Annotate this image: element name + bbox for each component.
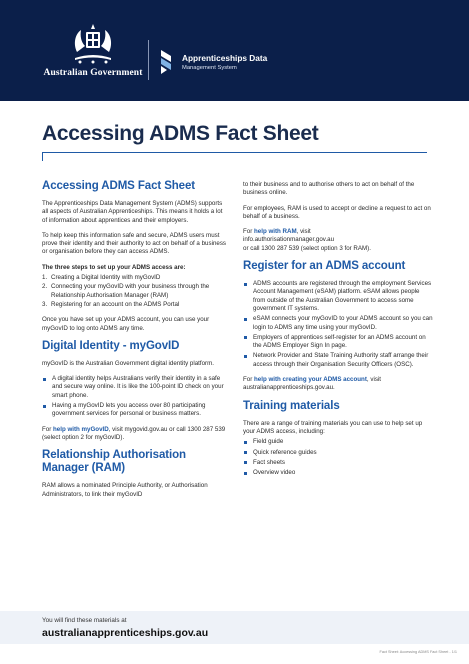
bullet-text: Quick reference guides — [253, 448, 317, 456]
footer-text: You will find these materials at — [42, 617, 127, 624]
step-text: Creating a Digital Identity with myGovID — [51, 274, 161, 282]
employees-paragraph: For employees, RAM is used to accept or decline a request to act on behalf of a business. — [243, 204, 431, 220]
step-item — [42, 301, 227, 309]
bullet-square-icon — [244, 355, 247, 358]
australian-government-logo — [38, 22, 148, 78]
account-help-suffix: , visit australianapprenticeships.gov.au. — [243, 376, 382, 392]
list-item — [243, 280, 433, 313]
bullet-square-icon — [244, 283, 247, 286]
section-heading-mygovid: Digital Identity - myGovID — [42, 339, 180, 352]
page-title: Accessing ADMS Fact Sheet — [42, 122, 319, 145]
list-item — [243, 469, 433, 477]
once-paragraph: Once you have set up your ADMS account, you can use your myGovID to log onto ADMS any time. — [42, 316, 210, 332]
list-item — [243, 352, 433, 369]
help-account-link[interactable]: help with creating your ADMS account — [254, 376, 367, 384]
steps-list — [42, 274, 227, 309]
training-paragraph: There are a range of training materials you can use to help set up your ADMS access, including: — [243, 419, 423, 435]
list-item — [243, 438, 433, 446]
section-heading-training: Training materials — [243, 399, 340, 412]
step-number: 2. — [42, 283, 48, 291]
bullet-square-icon — [244, 451, 247, 454]
intro-paragraph: The Apprenticeships Data Management System (ADMS) supports all aspects of Australian Apprenticeships. This means it holds a lot of information about apprentices and their employers. — [42, 200, 223, 224]
bullet-square-icon — [244, 441, 247, 444]
list-item — [243, 459, 433, 467]
bullet-square-icon — [43, 378, 46, 381]
training-bullets — [243, 438, 433, 477]
section-heading-ram: Relationship Authorisation Manager (RAM) — [42, 449, 186, 475]
help-prefix: For — [42, 425, 54, 433]
title-rule — [42, 152, 427, 153]
list-item — [42, 375, 227, 400]
account-help-prefix: For — [243, 376, 255, 384]
bullet-text: Network Provider and State Training Authority staff arrange their access through their Organisation Security Officers (OSC). — [253, 352, 429, 368]
bullet-text: Employers of apprentices self-register for an ADMS account on the ADMS Employer Sign In page. — [253, 333, 426, 350]
adms-subtitle: Management System — [182, 65, 237, 71]
bullet-square-icon — [244, 318, 247, 321]
right-column — [243, 181, 433, 484]
help-ram-link[interactable]: help with RAM — [254, 228, 297, 236]
ram-help-prefix: For — [243, 228, 255, 236]
bullet-square-icon — [43, 405, 46, 408]
list-item — [243, 315, 433, 332]
ram-call: or call 1300 287 539 (select option 3 for RAM). — [243, 244, 371, 252]
ram-url: info.authorisationmanager.gov.au — [243, 236, 335, 244]
step-number: 1. — [42, 274, 48, 282]
account-help-paragraph — [243, 376, 433, 393]
step-number: 3. — [42, 300, 48, 308]
section-heading-accessing: Accessing ADMS Fact Sheet — [42, 180, 196, 192]
mygovid-bullets — [42, 375, 227, 418]
header-divider — [148, 40, 149, 80]
footer-url-link[interactable]: australianapprenticeships.gov.au — [42, 627, 209, 639]
adms-title: Apprenticeships Data — [182, 53, 268, 63]
title-tick — [42, 152, 43, 161]
step-text: Registering for an account on the ADMS Portal — [51, 300, 180, 308]
bullet-text: ADMS accounts are registered through the employment Services Account Management (eSAM) platform. eSAM allows people from outside of the Australian Government to access some government IT systems. — [253, 280, 432, 312]
security-paragraph: To help keep this information safe and secure, ADMS users must prove their identity and their authority to act on behalf of a business or organisation before they can access ADMS. — [42, 231, 227, 256]
ram-help-suffix: , visit — [296, 228, 311, 236]
bullet-text: eSAM connects your myGovID to your ADMS account so you can login to ADMS any time using your myGovID. — [253, 315, 433, 331]
bullet-text: Field guide — [253, 438, 284, 446]
step-item — [42, 274, 227, 282]
bullet-text: Having a myGovID lets you access over 80 participating government services for personal or business matters. — [52, 402, 206, 418]
mygovid-paragraph: myGovID is the Australian Government digital identity platform. — [42, 359, 214, 367]
page-reference: Fact Sheet: Accessing ADMS Fact Sheet - 1/1 — [379, 650, 457, 654]
ram-paragraph: RAM allows a nominated Principle Authority, or Authorisation Administrators, to link their myGovID — [42, 482, 208, 498]
government-name: Australian Government — [43, 68, 143, 78]
bullet-square-icon — [244, 472, 247, 475]
bullet-text: Overview video — [253, 469, 296, 477]
coat-of-arms-icon — [67, 22, 119, 66]
step-text: Connecting your myGovID with your business through the Relationship Authorisation Manager (RAM) — [51, 283, 210, 299]
ram-continued-paragraph: to their business and to authorise others to act on behalf of the business online. — [243, 181, 415, 197]
section-heading-register: Register for an ADMS account — [243, 260, 406, 273]
mygovid-help-paragraph — [42, 426, 227, 443]
bullet-text: Fact sheets — [253, 458, 285, 466]
list-item — [243, 449, 433, 457]
list-item — [243, 334, 433, 351]
header-banner — [0, 0, 469, 101]
step-item — [42, 283, 227, 300]
bullet-square-icon — [244, 336, 247, 339]
adms-logo-icon — [158, 48, 174, 76]
register-bullets — [243, 280, 433, 369]
left-column — [42, 178, 227, 506]
bullet-text: A digital identity helps Australians verify their identity in a safe and secure way online. It is like the 100-point ID check on your smart phone. — [52, 375, 224, 399]
ram-help-paragraph — [243, 228, 433, 253]
steps-intro: The three steps to set up your ADMS access are: — [42, 263, 186, 271]
help-mygovid-link[interactable]: help with myGovID — [53, 425, 109, 433]
bullet-square-icon — [244, 461, 247, 464]
list-item — [42, 402, 227, 419]
help-suffix: , visit mygovid.gov.au or call 1300 287 539 (select option 2 for myGovID). — [42, 425, 226, 441]
